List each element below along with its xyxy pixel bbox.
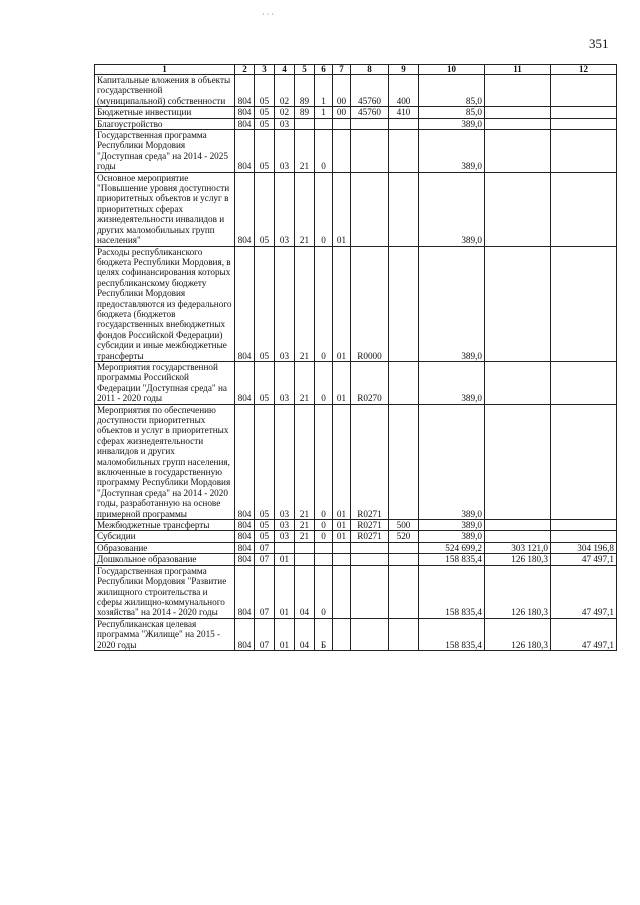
col-9-code bbox=[389, 361, 419, 404]
col-2-code: 804 bbox=[235, 118, 255, 129]
table-row bbox=[95, 361, 617, 404]
page-number: 351 bbox=[589, 36, 609, 51]
col-6-code: 0 bbox=[315, 361, 333, 404]
col-5-code: 21 bbox=[295, 361, 315, 404]
col-7-code: 01 bbox=[333, 531, 351, 542]
table-row bbox=[95, 246, 617, 361]
table-row bbox=[95, 531, 617, 542]
col-9-code bbox=[389, 618, 419, 650]
col-12-amount: 304 196,8 bbox=[551, 542, 617, 553]
column-header: 2 bbox=[235, 65, 255, 75]
row-name: Основное мероприятие "Повышение уровня доступности приоритетных объектов и услуг в приоритетных сферах жизнедеятельности инвалидов и других маломобильных групп населения" bbox=[95, 172, 235, 246]
col-10-amount: 389,0 bbox=[419, 130, 485, 173]
column-header: 4 bbox=[275, 65, 295, 75]
col-10-amount: 158 835,4 bbox=[419, 565, 485, 618]
col-2-code: 804 bbox=[235, 75, 255, 107]
col-7-code: 01 bbox=[333, 361, 351, 404]
row-name: Мероприятия по обеспечению доступности приоритетных объектов и услуг в приоритетных сферах жизнедеятельности инвалидов и других маломобильных групп населения, включенные в государственную программу Республики Мордовия "Доступная среда" на 2014 - 2020 годы, разработанную на основе примерной программы bbox=[95, 404, 235, 519]
col-11-amount bbox=[485, 531, 551, 542]
col-4-code: 02 bbox=[275, 75, 295, 107]
column-header: 1 bbox=[95, 65, 235, 75]
col-8-code: R0270 bbox=[351, 361, 389, 404]
col-7-code bbox=[333, 118, 351, 129]
col-10-amount: 85,0 bbox=[419, 75, 485, 107]
col-6-code: 0 bbox=[315, 531, 333, 542]
row-name: Бюджетные инвестиции bbox=[95, 107, 235, 118]
col-4-code: 03 bbox=[275, 361, 295, 404]
col-8-code: R0271 bbox=[351, 520, 389, 531]
col-7-code bbox=[333, 542, 351, 553]
col-4-code: 03 bbox=[275, 404, 295, 519]
col-5-code: 21 bbox=[295, 130, 315, 173]
col-3-code: 05 bbox=[255, 531, 275, 542]
row-name: Дошкольное образование bbox=[95, 554, 235, 565]
col-6-code: 0 bbox=[315, 130, 333, 173]
column-header: 3 bbox=[255, 65, 275, 75]
col-7-code: 01 bbox=[333, 172, 351, 246]
col-11-amount: 126 180,3 bbox=[485, 618, 551, 650]
col-9-code bbox=[389, 172, 419, 246]
col-3-code: 05 bbox=[255, 75, 275, 107]
col-2-code: 804 bbox=[235, 554, 255, 565]
col-7-code bbox=[333, 565, 351, 618]
col-2-code: 804 bbox=[235, 618, 255, 650]
col-6-code bbox=[315, 542, 333, 553]
col-6-code: 0 bbox=[315, 246, 333, 361]
col-12-amount: 47 497,1 bbox=[551, 565, 617, 618]
col-8-code bbox=[351, 118, 389, 129]
col-6-code: 1 bbox=[315, 107, 333, 118]
row-name: Государственная программа Республики Мордовия "Развитие жилищного строительства и сферы жилищно-коммунального хозяйства" на 2014 - 2020 годы bbox=[95, 565, 235, 618]
table-row bbox=[95, 542, 617, 553]
col-11-amount bbox=[485, 107, 551, 118]
col-7-code bbox=[333, 618, 351, 650]
col-8-code bbox=[351, 554, 389, 565]
header-row bbox=[95, 65, 617, 75]
col-7-code: 00 bbox=[333, 107, 351, 118]
col-3-code: 07 bbox=[255, 554, 275, 565]
col-12-amount bbox=[551, 361, 617, 404]
col-10-amount: 389,0 bbox=[419, 118, 485, 129]
col-9-code: 410 bbox=[389, 107, 419, 118]
table-row bbox=[95, 75, 617, 107]
row-name: Субсидии bbox=[95, 531, 235, 542]
col-9-code bbox=[389, 542, 419, 553]
col-6-code: 0 bbox=[315, 404, 333, 519]
col-10-amount: 389,0 bbox=[419, 246, 485, 361]
col-8-code bbox=[351, 130, 389, 173]
col-11-amount bbox=[485, 404, 551, 519]
column-header: 8 bbox=[351, 65, 389, 75]
col-3-code: 07 bbox=[255, 565, 275, 618]
column-header: 10 bbox=[419, 65, 485, 75]
col-2-code: 804 bbox=[235, 107, 255, 118]
col-8-code: 45760 bbox=[351, 107, 389, 118]
col-2-code: 804 bbox=[235, 130, 255, 173]
column-header: 9 bbox=[389, 65, 419, 75]
table-row bbox=[95, 130, 617, 173]
col-5-code: 89 bbox=[295, 107, 315, 118]
col-6-code: Б bbox=[315, 618, 333, 650]
col-5-code: 21 bbox=[295, 520, 315, 531]
col-10-amount: 524 699,2 bbox=[419, 542, 485, 553]
col-7-code bbox=[333, 554, 351, 565]
table-row bbox=[95, 520, 617, 531]
col-5-code: 89 bbox=[295, 75, 315, 107]
col-6-code bbox=[315, 554, 333, 565]
table-row bbox=[95, 618, 617, 650]
col-12-amount bbox=[551, 75, 617, 107]
col-6-code: 1 bbox=[315, 75, 333, 107]
col-8-code: R0000 bbox=[351, 246, 389, 361]
col-9-code bbox=[389, 565, 419, 618]
col-3-code: 07 bbox=[255, 618, 275, 650]
col-11-amount bbox=[485, 172, 551, 246]
column-header: 5 bbox=[295, 65, 315, 75]
column-header: 6 bbox=[315, 65, 333, 75]
col-4-code bbox=[275, 542, 295, 553]
col-2-code: 804 bbox=[235, 246, 255, 361]
col-8-code: R0271 bbox=[351, 531, 389, 542]
column-header: 7 bbox=[333, 65, 351, 75]
col-7-code: 01 bbox=[333, 404, 351, 519]
col-4-code: 01 bbox=[275, 554, 295, 565]
col-12-amount: 47 497,1 bbox=[551, 618, 617, 650]
col-3-code: 05 bbox=[255, 246, 275, 361]
budget-table bbox=[94, 64, 617, 651]
col-10-amount: 389,0 bbox=[419, 172, 485, 246]
col-4-code: 03 bbox=[275, 246, 295, 361]
col-3-code: 05 bbox=[255, 130, 275, 173]
col-12-amount bbox=[551, 531, 617, 542]
col-6-code bbox=[315, 118, 333, 129]
col-8-code: 45760 bbox=[351, 75, 389, 107]
col-11-amount bbox=[485, 130, 551, 173]
col-10-amount: 389,0 bbox=[419, 520, 485, 531]
row-name: Образование bbox=[95, 542, 235, 553]
col-3-code: 05 bbox=[255, 361, 275, 404]
col-2-code: 804 bbox=[235, 361, 255, 404]
col-8-code bbox=[351, 172, 389, 246]
col-2-code: 804 bbox=[235, 542, 255, 553]
col-3-code: 05 bbox=[255, 404, 275, 519]
col-2-code: 804 bbox=[235, 531, 255, 542]
col-10-amount: 158 835,4 bbox=[419, 618, 485, 650]
col-9-code bbox=[389, 118, 419, 129]
col-4-code: 01 bbox=[275, 565, 295, 618]
col-2-code: 804 bbox=[235, 520, 255, 531]
col-3-code: 05 bbox=[255, 107, 275, 118]
col-2-code: 804 bbox=[235, 565, 255, 618]
table-row bbox=[95, 565, 617, 618]
col-3-code: 07 bbox=[255, 542, 275, 553]
col-8-code: R0271 bbox=[351, 404, 389, 519]
col-4-code: 03 bbox=[275, 172, 295, 246]
col-12-amount bbox=[551, 118, 617, 129]
col-10-amount: 389,0 bbox=[419, 404, 485, 519]
col-11-amount: 126 180,3 bbox=[485, 554, 551, 565]
col-9-code bbox=[389, 130, 419, 173]
col-11-amount: 126 180,3 bbox=[485, 565, 551, 618]
col-2-code: 804 bbox=[235, 172, 255, 246]
col-2-code: 804 bbox=[235, 404, 255, 519]
col-11-amount bbox=[485, 75, 551, 107]
col-9-code: 500 bbox=[389, 520, 419, 531]
col-9-code bbox=[389, 246, 419, 361]
col-11-amount bbox=[485, 246, 551, 361]
col-11-amount: 303 121,0 bbox=[485, 542, 551, 553]
col-6-code: 0 bbox=[315, 520, 333, 531]
col-8-code bbox=[351, 565, 389, 618]
row-name: Капитальные вложения в объекты государственной (муниципальной) собственности bbox=[95, 75, 235, 107]
col-5-code: 21 bbox=[295, 172, 315, 246]
col-12-amount: 47 497,1 bbox=[551, 554, 617, 565]
table-row bbox=[95, 172, 617, 246]
col-5-code: 21 bbox=[295, 531, 315, 542]
col-12-amount bbox=[551, 404, 617, 519]
table-row bbox=[95, 554, 617, 565]
col-6-code: 0 bbox=[315, 565, 333, 618]
col-3-code: 05 bbox=[255, 520, 275, 531]
col-5-code: 21 bbox=[295, 246, 315, 361]
col-9-code: 400 bbox=[389, 75, 419, 107]
col-12-amount bbox=[551, 130, 617, 173]
col-9-code bbox=[389, 554, 419, 565]
col-8-code bbox=[351, 618, 389, 650]
col-5-code bbox=[295, 554, 315, 565]
col-4-code: 03 bbox=[275, 520, 295, 531]
col-9-code: 520 bbox=[389, 531, 419, 542]
col-6-code: 0 bbox=[315, 172, 333, 246]
col-10-amount: 158 835,4 bbox=[419, 554, 485, 565]
table-row bbox=[95, 404, 617, 519]
row-name: Мероприятия государственной программы Российской Федерации "Доступная среда" на 2011 - 2020 годы bbox=[95, 361, 235, 404]
col-3-code: 05 bbox=[255, 118, 275, 129]
col-12-amount bbox=[551, 246, 617, 361]
col-4-code: 01 bbox=[275, 618, 295, 650]
table-row bbox=[95, 118, 617, 129]
col-10-amount: 389,0 bbox=[419, 361, 485, 404]
col-7-code: 01 bbox=[333, 520, 351, 531]
scan-mark: · · · bbox=[262, 10, 274, 19]
col-12-amount bbox=[551, 520, 617, 531]
col-11-amount bbox=[485, 118, 551, 129]
col-5-code: 21 bbox=[295, 404, 315, 519]
row-name: Межбюджетные трансферты bbox=[95, 520, 235, 531]
row-name: Благоустройство bbox=[95, 118, 235, 129]
col-4-code: 03 bbox=[275, 130, 295, 173]
row-name: Республиканская целевая программа "Жилище" на 2015 - 2020 годы bbox=[95, 618, 235, 650]
col-5-code: 04 bbox=[295, 565, 315, 618]
col-11-amount bbox=[485, 361, 551, 404]
col-7-code: 00 bbox=[333, 75, 351, 107]
column-header: 11 bbox=[485, 65, 551, 75]
col-5-code bbox=[295, 118, 315, 129]
row-name: Государственная программа Республики Мордовия "Доступная среда" на 2014 - 2025 годы bbox=[95, 130, 235, 173]
col-10-amount: 85,0 bbox=[419, 107, 485, 118]
col-4-code: 03 bbox=[275, 118, 295, 129]
col-3-code: 05 bbox=[255, 172, 275, 246]
col-10-amount: 389,0 bbox=[419, 531, 485, 542]
row-name: Расходы республиканского бюджета Республики Мордовия, в целях софинансирования которых республиканскому бюджету Республики Мордовия предоставляются из федерального бюджета (бюджетов государственных внебюджетных фондов Российской Федерации) субсидии и иные межбюджетные трансферты bbox=[95, 246, 235, 361]
col-12-amount bbox=[551, 172, 617, 246]
col-7-code bbox=[333, 130, 351, 173]
col-8-code bbox=[351, 542, 389, 553]
table-row bbox=[95, 107, 617, 118]
col-7-code: 01 bbox=[333, 246, 351, 361]
col-5-code: 04 bbox=[295, 618, 315, 650]
col-4-code: 02 bbox=[275, 107, 295, 118]
col-12-amount bbox=[551, 107, 617, 118]
col-9-code bbox=[389, 404, 419, 519]
col-11-amount bbox=[485, 520, 551, 531]
col-4-code: 03 bbox=[275, 531, 295, 542]
col-5-code bbox=[295, 542, 315, 553]
column-header: 12 bbox=[551, 65, 617, 75]
